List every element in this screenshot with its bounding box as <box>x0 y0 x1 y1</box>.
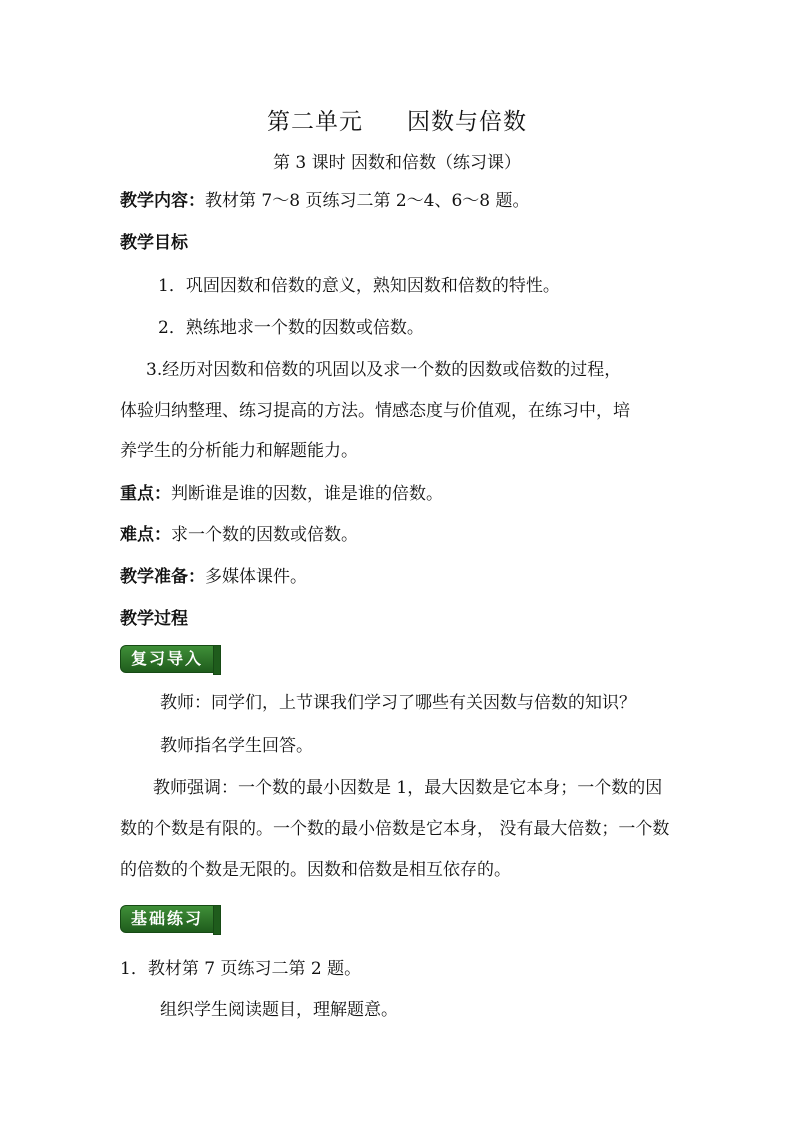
lesson-title: 第 3 课时 因数和倍数（练习课） <box>272 153 522 173</box>
review-paragraph-1: 教师：同学们，上节课我们学习了哪些有关因数与倍数的知识？ <box>160 693 636 713</box>
goal-item-1: 1．巩固因数和倍数的意义，熟知因数和倍数的特性。 <box>158 276 560 296</box>
teaching-prep <box>120 566 307 588</box>
goal-item-3-line-2: 体验归纳整理、练习提高的方法。情感态度与价值观，在练习中，培 <box>120 401 630 421</box>
teaching-content-text: 教材第 7～8 页练习二第 2～4、6～8 题。 <box>205 191 530 211</box>
difficulty-text: 求一个数的因数或倍数。 <box>171 525 358 545</box>
review-paragraph-2: 教师指名学生回答。 <box>160 736 313 756</box>
key-point-text: 判断谁是谁的因数，谁是谁的倍数。 <box>171 484 443 504</box>
review-paragraph-3-line-1: 教师强调：一个数的最小因数是 1，最大因数是它本身；一个数的因 <box>153 778 663 798</box>
basic-practice-badge: 基础练习 <box>120 905 214 933</box>
goals-heading: 教学目标 <box>120 233 188 253</box>
review-paragraph-3-line-3: 的倍数的个数是无限的。因数和倍数是相互依存的。 <box>120 860 511 880</box>
goal-item-3-line-3: 养学生的分析能力和解题能力。 <box>120 441 358 461</box>
basic-item-1: 1．教材第 7 页练习二第 2 题。 <box>120 959 362 979</box>
teaching-prep-label: 教学准备： <box>120 567 205 587</box>
goal-item-2: 2．熟练地求一个数的因数或倍数。 <box>158 318 424 338</box>
teaching-prep-text: 多媒体课件。 <box>205 567 307 587</box>
unit-name: 第二单元 <box>267 109 363 135</box>
teaching-content <box>120 190 530 212</box>
difficulty <box>120 524 358 546</box>
difficulty-label: 难点： <box>120 525 171 545</box>
unit-title <box>0 103 794 136</box>
process-heading: 教学过程 <box>120 609 188 629</box>
basic-item-1-note: 组织学生阅读题目，理解题意。 <box>160 1000 398 1020</box>
teaching-content-label: 教学内容： <box>120 191 205 211</box>
review-section-badge: 复习导入 <box>120 645 214 673</box>
key-point <box>120 483 443 505</box>
review-paragraph-3-line-2: 数的个数是有限的。一个数的最小倍数是它本身， 没有最大倍数；一个数 <box>120 819 670 839</box>
key-point-label: 重点： <box>120 484 171 504</box>
unit-topic: 因数与倍数 <box>407 109 527 135</box>
goal-item-3-line-1: 3.经历对因数和倍数的巩固以及求一个数的因数或倍数的过程， <box>146 360 622 380</box>
